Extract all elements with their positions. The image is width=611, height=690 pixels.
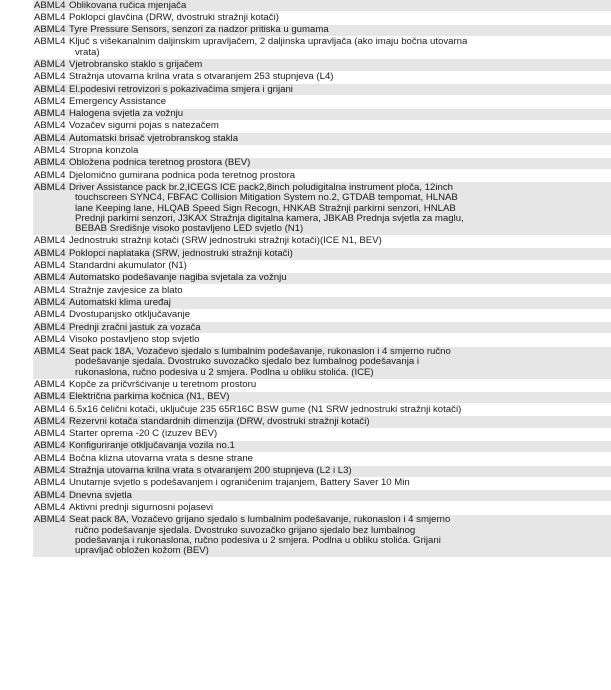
row-description-cell — [69, 157, 611, 169]
row-description-cell — [69, 297, 611, 309]
equipment-row — [33, 248, 611, 260]
row-code: ABML4 — [34, 272, 66, 284]
row-description-cell — [69, 108, 611, 120]
row-description: Stropna konzola — [69, 145, 139, 157]
row-code: ABML4 — [34, 83, 66, 95]
row-code: ABML4 — [34, 428, 66, 440]
row-code: ABML4 — [34, 514, 66, 526]
equipment-row — [33, 96, 611, 108]
equipment-row — [33, 465, 611, 477]
row-description-cell — [69, 0, 611, 12]
equipment-row — [33, 346, 611, 379]
row-code-cell — [33, 182, 69, 235]
row-description: Ključ s višekanalnim daljinskim upravljačem, 2 daljinska upravljača (ako imaju bočna utovarna vrata) — [69, 36, 468, 58]
row-code-cell — [33, 322, 69, 334]
equipment-row — [33, 391, 611, 403]
row-code: ABML4 — [34, 284, 66, 296]
row-code-cell — [33, 133, 69, 145]
row-description: Seat pack 8A, Vozačevo grijano sjedalo s lumbalnim podešavanje, rukonaslon i 4 smjerno ručno podešavanje sjedala. Dvostruko suvozačko grijano sjedalo bez lumbalnog podešavanja i rukonaslona, ručno podesiva u 2 smjera. Podlna u obliku stolića. Grijani upravljač obložen kožom (BEV) — [69, 514, 451, 557]
row-description-cell — [69, 36, 611, 59]
equipment-rows — [33, 0, 611, 557]
row-description: Vjetrobransko staklo s grijačem — [69, 58, 203, 70]
row-code-cell — [33, 391, 69, 403]
row-description-cell — [69, 428, 611, 440]
row-code: ABML4 — [34, 321, 66, 333]
equipment-row — [33, 182, 611, 235]
row-code: ABML4 — [34, 181, 66, 193]
row-description: El.podesivi retrovizori s pokazivačima smjera i grijani — [69, 83, 293, 95]
row-description-cell — [69, 309, 611, 321]
equipment-row — [33, 404, 611, 416]
row-code-cell — [33, 379, 69, 391]
row-code-cell — [33, 404, 69, 416]
row-description: Halogena svjetla za vožnju — [69, 108, 184, 120]
row-code-cell — [33, 145, 69, 157]
row-description-cell — [69, 416, 611, 428]
row-description: Poklopci naplataka (SRW, jednostruki stražnji kotači) — [69, 247, 293, 259]
row-code: ABML4 — [34, 247, 66, 259]
row-code: ABML4 — [34, 11, 66, 23]
row-code: ABML4 — [34, 296, 66, 308]
row-description-cell — [69, 490, 611, 502]
row-code: ABML4 — [34, 477, 66, 489]
row-description: Unutarnje svjetlo s podešavanjem i ograničenim trajanjem, Battery Saver 10 Min — [69, 477, 410, 489]
equipment-row — [33, 235, 611, 247]
row-description-cell — [69, 182, 611, 235]
row-description-cell — [69, 260, 611, 272]
row-description-cell — [69, 440, 611, 452]
row-description-cell — [69, 453, 611, 465]
row-code: ABML4 — [34, 465, 66, 477]
row-description-cell — [69, 334, 611, 346]
row-description: Poklopci glavčina (DRW, dvostruki stražnji kotači) — [69, 11, 279, 23]
equipment-row — [33, 453, 611, 465]
row-code-cell — [33, 477, 69, 489]
row-code-cell — [33, 157, 69, 169]
equipment-row — [33, 416, 611, 428]
row-description: Obložena podnica teretnog prostora (BEV) — [69, 157, 251, 169]
equipment-row — [33, 157, 611, 169]
row-description: 6.5x16 čelični kotači, uključuje 235 65R16C BSW gume (N1 SRW jednostruki stražnji kotači) — [69, 403, 462, 415]
equipment-row — [33, 379, 611, 391]
equipment-row — [33, 334, 611, 346]
row-code-cell — [33, 490, 69, 502]
row-code-cell — [33, 36, 69, 59]
equipment-table — [33, 0, 611, 558]
row-code: ABML4 — [34, 132, 66, 144]
row-description: Kopče za pričvršćivanje u teretnom prostoru — [69, 379, 257, 390]
row-code-cell — [33, 0, 69, 12]
equipment-row — [33, 514, 611, 557]
row-description: Dnevna svjetla — [69, 489, 132, 501]
row-code-cell — [33, 309, 69, 321]
equipment-row — [33, 272, 611, 284]
equipment-row — [33, 309, 611, 321]
row-code: ABML4 — [34, 346, 66, 358]
equipment-row — [33, 170, 611, 182]
equipment-row — [33, 260, 611, 272]
row-description-cell — [69, 272, 611, 284]
row-code-cell — [33, 285, 69, 297]
row-description-cell — [69, 391, 611, 403]
row-code: ABML4 — [34, 0, 66, 11]
row-code-cell — [33, 120, 69, 132]
row-description-cell — [69, 514, 611, 557]
row-description-cell — [69, 346, 611, 379]
row-code-cell — [33, 84, 69, 96]
row-code: ABML4 — [34, 24, 66, 36]
row-code: ABML4 — [34, 501, 66, 513]
row-description: Vozačev sigurni pojas s natezačem — [69, 120, 219, 132]
row-code-cell — [33, 59, 69, 71]
row-description: Prednji zračni jastuk za vozača — [69, 321, 201, 333]
row-description: Električna parkirna kočnica (N1, BEV) — [69, 391, 230, 403]
row-description: Djelomično gumirana podnica poda teretnog prostora — [69, 169, 296, 181]
row-description-cell — [69, 12, 611, 24]
row-description: Standardni akumulator (N1) — [69, 260, 187, 272]
row-code: ABML4 — [34, 120, 66, 132]
row-code: ABML4 — [34, 58, 66, 70]
row-code-cell — [33, 170, 69, 182]
equipment-row — [33, 477, 611, 489]
equipment-row — [33, 502, 611, 514]
row-code-cell — [33, 416, 69, 428]
row-code-cell — [33, 428, 69, 440]
row-description-cell — [69, 59, 611, 71]
row-code: ABML4 — [34, 71, 66, 83]
row-code-cell — [33, 71, 69, 83]
equipment-row — [33, 145, 611, 157]
row-description: Automatski klima uređaj — [69, 296, 171, 308]
row-code-cell — [33, 465, 69, 477]
row-description: Stražnje zavjesice za blato — [69, 284, 183, 296]
row-code-cell — [33, 502, 69, 514]
row-code: ABML4 — [34, 157, 66, 169]
row-code: ABML4 — [34, 403, 66, 415]
row-code-cell — [33, 334, 69, 346]
equipment-row — [33, 84, 611, 96]
row-code-cell — [33, 260, 69, 272]
equipment-row — [33, 440, 611, 452]
equipment-row — [33, 120, 611, 132]
row-description-cell — [69, 71, 611, 83]
row-code: ABML4 — [34, 95, 66, 107]
row-description-cell — [69, 145, 611, 157]
row-description: Seat pack 18A, Vozačevo sjedalo s lumbalnim podešavanje, rukonaslon i 4 smjerno ručno podešavanje sjedala. Dvostruko suvozačko sjedalo bez lumbalnog podešavanja i rukonaslona, ručno podesiva u 2 smjera. Podlna u obliku stolića. (ICE) — [69, 346, 451, 378]
row-description: Driver Assistance pack br.2,ICEGS ICE pack2,8inch poludigitalna instrument ploča, 12inch touchscreen SYNC4, FBFAC Collision Mitigation System no.2, GTDAB tempomat, HLNAB lane Keeping lane, HLQAB Speed Sign Recogn, HNKAB Stražnji parkirni senzori, HNLAB Prednji parkirni senzori, J3KAX Stražnja digitalna kamera, JBKAB Prednja svjetla za maglu, BEBAB Središnje visoko postavljeno LED svjetlo (N1) — [69, 181, 464, 235]
row-description-cell — [69, 84, 611, 96]
row-description-cell — [69, 465, 611, 477]
row-description: Stražnja utovarna krilna vrata s otvaranjem 253 stupnjeva (L4) — [69, 71, 334, 83]
row-description-cell — [69, 248, 611, 260]
row-description-cell — [69, 133, 611, 145]
row-description-cell — [69, 502, 611, 514]
row-code: ABML4 — [34, 333, 66, 345]
row-description-cell — [69, 120, 611, 132]
equipment-row — [33, 297, 611, 309]
equipment-row — [33, 285, 611, 297]
row-description: Konfiguriranje otključavanja vozila no.1 — [69, 440, 235, 452]
row-code-cell — [33, 297, 69, 309]
row-code: ABML4 — [34, 169, 66, 181]
row-description: Automatski brisač vjetrobranskog stakla — [69, 132, 239, 144]
row-code-cell — [33, 453, 69, 465]
row-code-cell — [33, 24, 69, 36]
row-code-cell — [33, 440, 69, 452]
row-description-cell — [69, 170, 611, 182]
row-code-cell — [33, 248, 69, 260]
equipment-row — [33, 71, 611, 83]
row-description: Dvostupanjsko otključavanje — [69, 309, 191, 321]
row-code: ABML4 — [34, 440, 66, 452]
row-code: ABML4 — [34, 108, 66, 120]
equipment-row — [33, 59, 611, 71]
row-code-cell — [33, 235, 69, 247]
equipment-row — [33, 36, 611, 59]
row-description-cell — [69, 24, 611, 36]
row-code-cell — [33, 96, 69, 108]
equipment-row — [33, 12, 611, 24]
row-description-cell — [69, 477, 611, 489]
row-description-cell — [69, 322, 611, 334]
row-description: Jednostruki stražnji kotači (SRW jednostruki stražnji kotači)(ICE N1, BEV) — [69, 235, 382, 247]
row-code: ABML4 — [34, 145, 66, 157]
row-description: Tyre Pressure Sensors, senzori za nadzor pritiska u gumama — [69, 24, 329, 36]
row-description: Stražnja utovarna krilna vrata s otvaranjem 200 stupnjeva (L2 i L3) — [69, 465, 352, 477]
row-code: ABML4 — [34, 489, 66, 501]
row-code: ABML4 — [34, 415, 66, 427]
row-code: ABML4 — [34, 235, 66, 247]
row-description: Bočna klizna utovarna vrata s desne strane — [69, 452, 253, 464]
equipment-row — [33, 24, 611, 36]
row-description: Automatsko podešavanje nagiba svjetala za vožnju — [69, 272, 287, 284]
row-code: ABML4 — [34, 391, 66, 403]
row-description: Visoko postavljeno stop svjetlo — [69, 333, 200, 345]
row-description: Rezervni kotača standardnih dimenzija (DRW, dvostruki stražnji kotači) — [69, 415, 370, 427]
row-description-cell — [69, 96, 611, 108]
equipment-row — [33, 108, 611, 120]
equipment-row — [33, 0, 611, 12]
row-code: ABML4 — [34, 379, 66, 390]
row-description: Starter oprema -20 C (izuzev BEV) — [69, 428, 218, 440]
row-code-cell — [33, 108, 69, 120]
row-code-cell — [33, 346, 69, 379]
equipment-row — [33, 490, 611, 502]
row-description: Aktivni prednji sigurnosni pojasevi — [69, 501, 213, 513]
row-code: ABML4 — [34, 452, 66, 464]
row-description-cell — [69, 379, 611, 391]
equipment-row — [33, 133, 611, 145]
row-code: ABML4 — [34, 260, 66, 272]
row-description-cell — [69, 285, 611, 297]
row-description: Oblikovana ručica mjenjača — [69, 0, 187, 11]
equipment-row — [33, 322, 611, 334]
row-code-cell — [33, 514, 69, 557]
equipment-row — [33, 428, 611, 440]
row-description-cell — [69, 235, 611, 247]
row-code: ABML4 — [34, 309, 66, 321]
row-code: ABML4 — [34, 36, 66, 48]
row-code-cell — [33, 12, 69, 24]
row-description: Emergency Assistance — [69, 95, 167, 107]
row-code-cell — [33, 272, 69, 284]
row-description-cell — [69, 404, 611, 416]
